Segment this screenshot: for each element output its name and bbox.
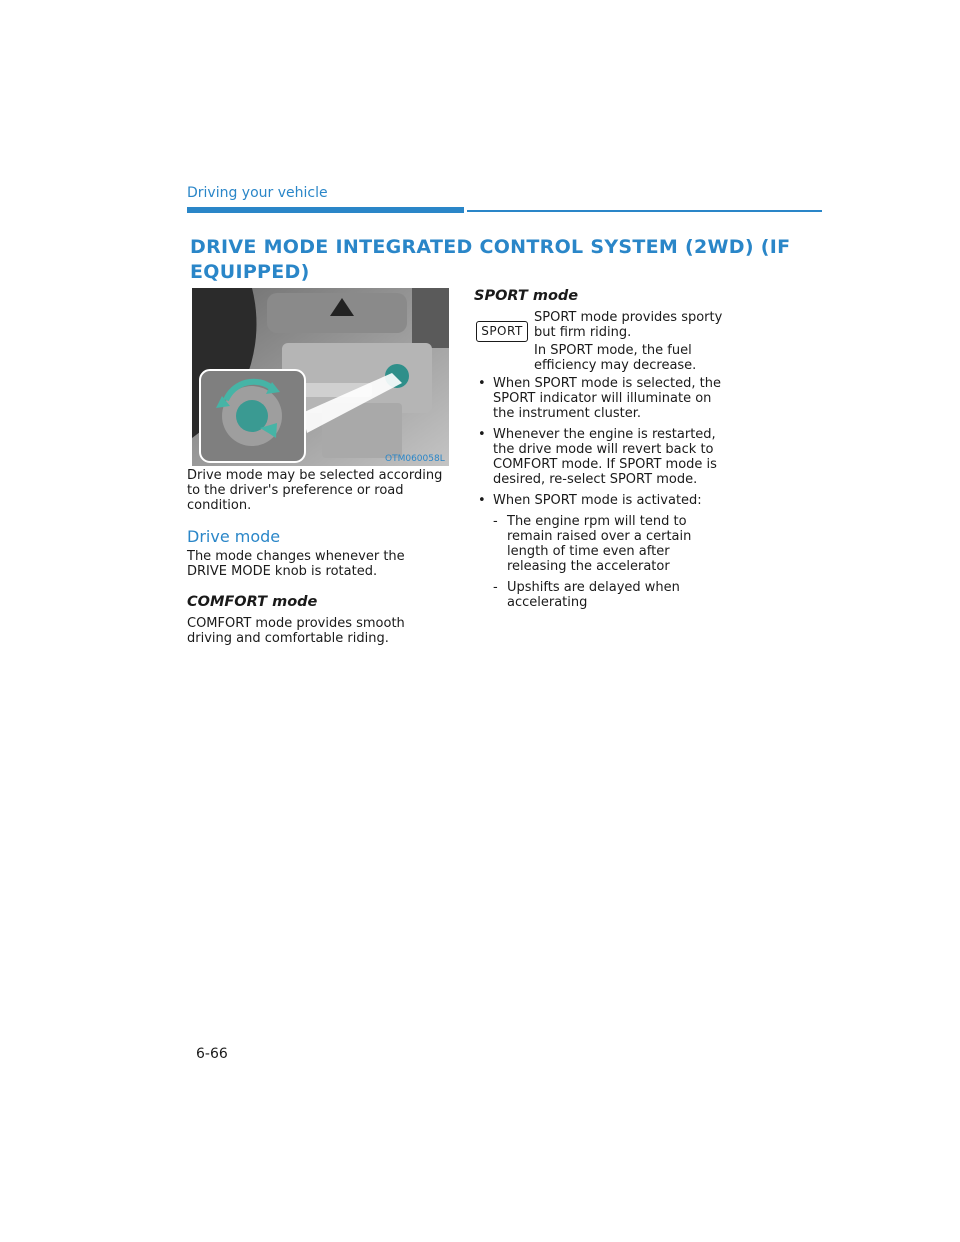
page-number: 6-66 [196, 1046, 228, 1062]
drive-mode-heading: Drive mode [187, 527, 281, 546]
running-header: Driving your vehicle [187, 185, 328, 201]
sport-indicator-icon: SPORT [476, 321, 528, 342]
page-title: DRIVE MODE INTEGRATED CONTROL SYSTEM (2WD) (IF EQUIPPED) [190, 236, 791, 283]
list-item: • Whenever the engine is restarted, the drive mode will revert back to COMFORT mode. If SPORT mode is desired, re-select SPORT mode. [478, 427, 733, 487]
comfort-mode-text: COMFORT mode provides smooth driving and comfortable riding. [187, 616, 405, 646]
intro-paragraph: Drive mode may be selected according to the driver's preference or road condition. [187, 468, 443, 513]
comfort-mode-heading: COMFORT mode [187, 594, 318, 610]
header-rule-thick [187, 207, 464, 213]
list-item-text: When SPORT mode is activated: [493, 493, 702, 508]
sport-mode-heading: SPORT mode [474, 288, 579, 304]
header-rule-thin [467, 210, 822, 212]
sub-list-item: - Upshifts are delayed when accelerating [493, 580, 733, 610]
sport-bullet-list [478, 376, 733, 616]
drive-mode-knob-photo [192, 288, 449, 466]
list-item [478, 493, 733, 610]
drive-mode-text: The mode changes whenever the DRIVE MODE knob is rotated. [187, 549, 405, 579]
sub-list-item: - The engine rpm will tend to remain raised over a certain length of time even after releasing the accelerator [493, 514, 733, 574]
figure-code: OTM060058L [385, 454, 445, 464]
list-item: • When SPORT mode is selected, the SPORT indicator will illuminate on the instrument cluster. [478, 376, 733, 421]
sport-description-2: In SPORT mode, the fuel efficiency may decrease. [534, 343, 697, 373]
sport-description-1: SPORT mode provides sporty but firm riding. [534, 310, 723, 340]
sport-sub-list [493, 514, 733, 610]
